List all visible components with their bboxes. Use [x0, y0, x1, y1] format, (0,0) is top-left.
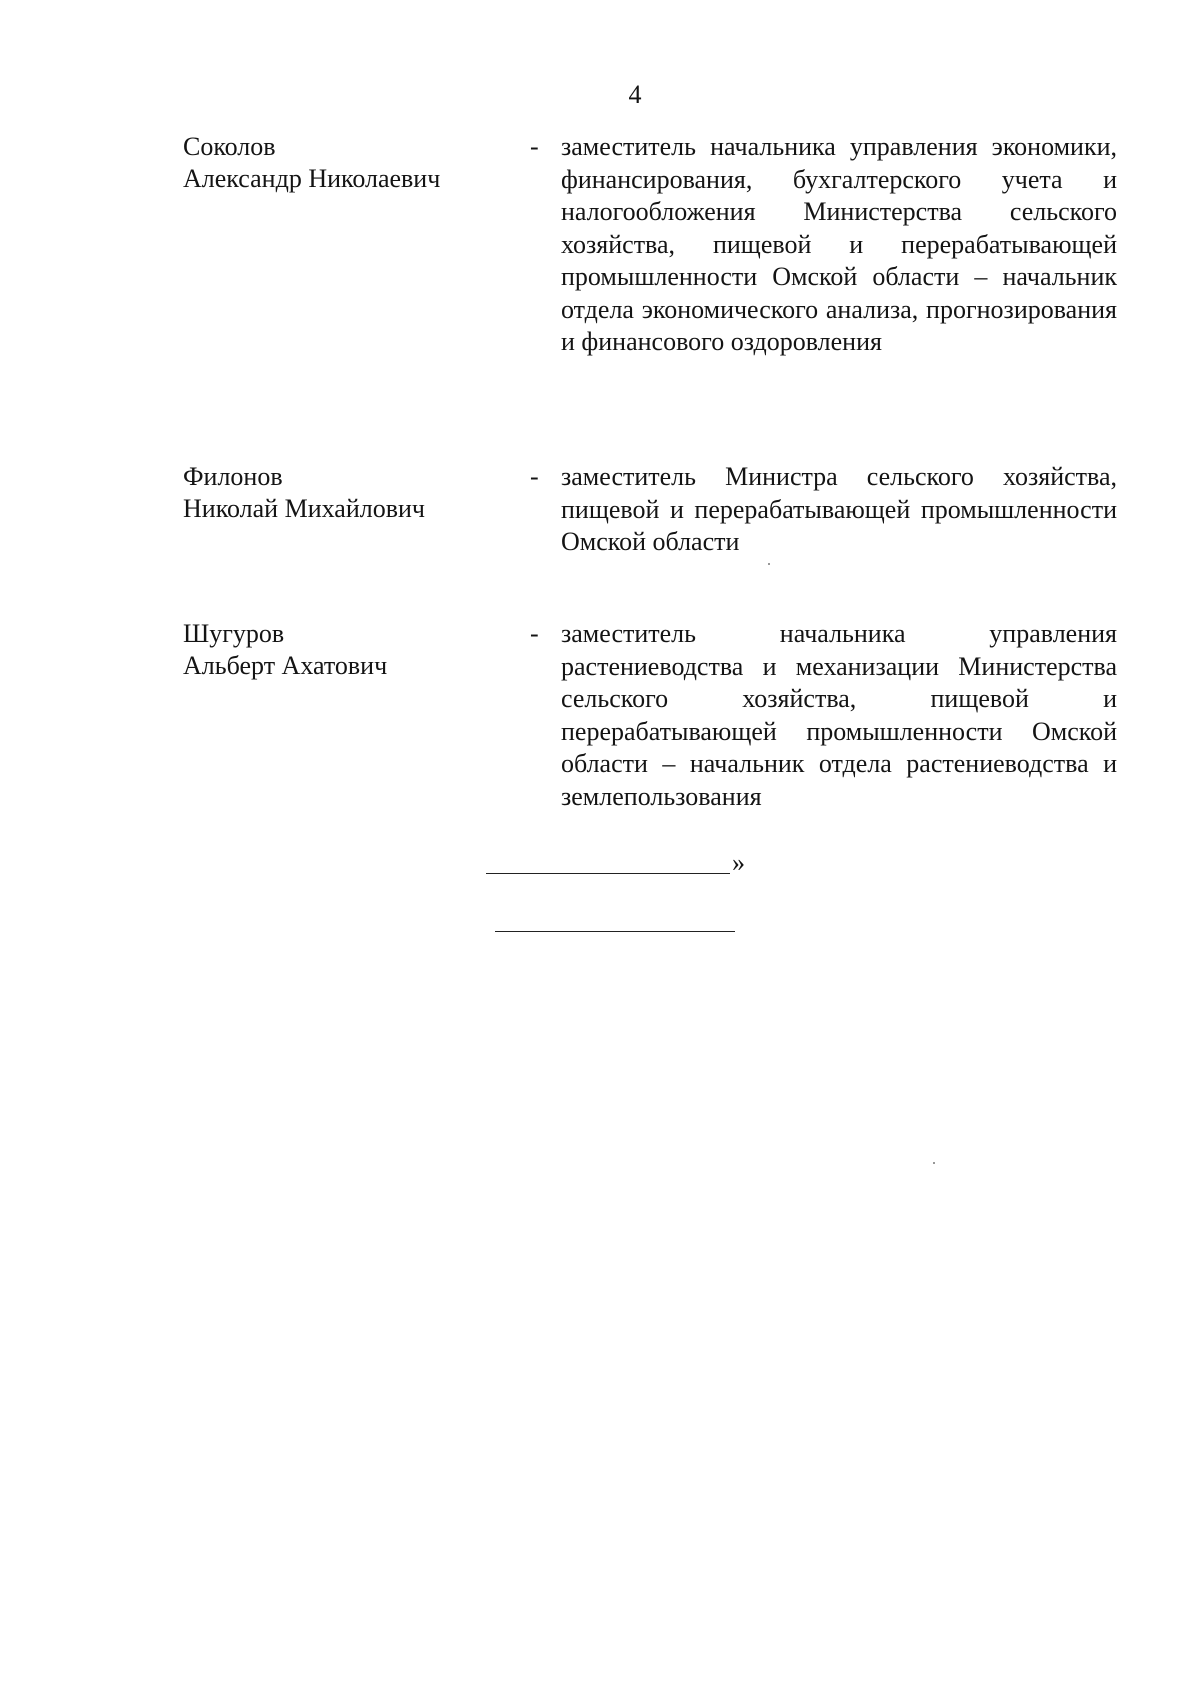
person-given-names: Александр Николаевич	[183, 164, 441, 193]
separator-line	[495, 931, 735, 932]
closing-quote: »	[732, 848, 745, 877]
person-surname: Шугуров	[183, 619, 285, 648]
person-name	[183, 131, 440, 195]
entry-dash: -	[530, 619, 539, 648]
person-name	[183, 618, 387, 682]
entry-dash: -	[530, 132, 539, 161]
person-position: заместитель Министра сельского хозяйства, пищевой и перерабатывающей промышленности Омской области	[561, 462, 1117, 556]
scan-speck	[933, 1162, 935, 1164]
person-name	[183, 461, 425, 525]
entry-dash: -	[530, 462, 539, 491]
scan-speck	[768, 563, 770, 565]
person-position: заместитель начальника управления растениеводства и механизации Министерства сельского хозяйства, пищевой и перерабатывающей промышленности Омской области – начальник отдела растениеводства и землепользования	[561, 619, 1117, 811]
person-surname: Соколов	[183, 132, 276, 161]
person-given-names: Альберт Ахатович	[183, 651, 388, 680]
closing-underline	[486, 873, 730, 874]
person-position: заместитель начальника управления экономики, финансирования, бухгалтерского учета и налогообложения Министерства сельского хозяйства, пищевой и перерабатывающей промышленности Омской области – начальник отдела экономического анализа, прогнозирования и финансового оздоровления	[561, 132, 1117, 356]
page-number: 4	[628, 80, 642, 109]
person-given-names: Николай Михайлович	[183, 494, 425, 523]
person-surname: Филонов	[183, 462, 283, 491]
